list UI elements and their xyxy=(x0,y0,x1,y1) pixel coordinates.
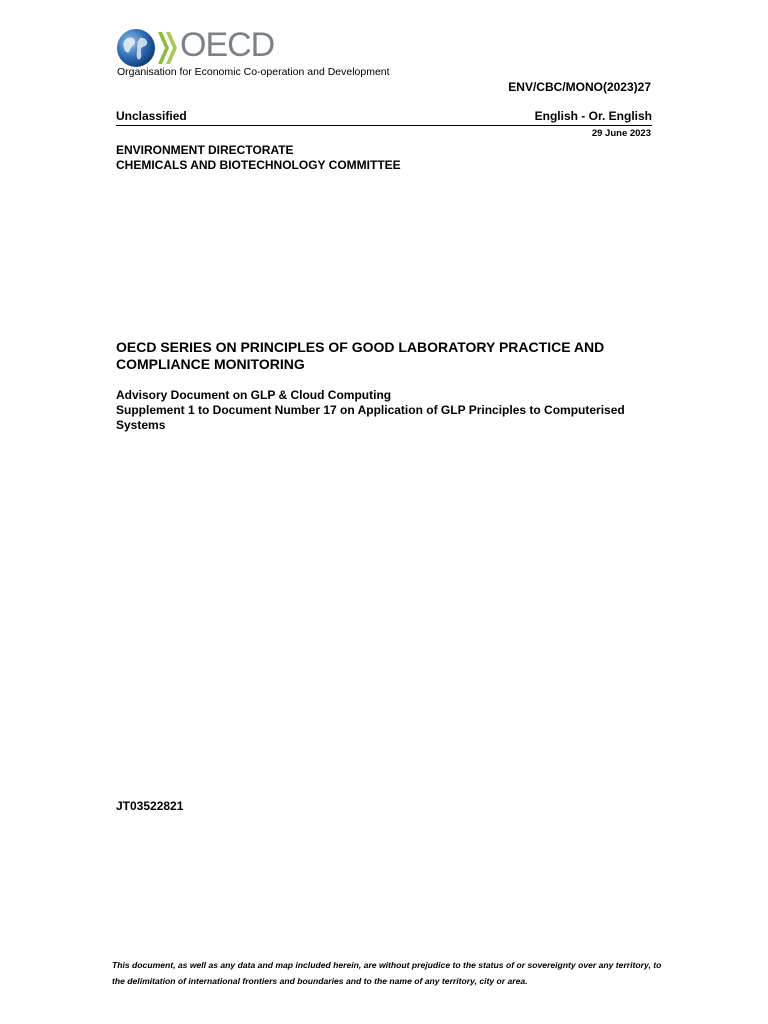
classification-row xyxy=(116,109,652,126)
chevron-mark-icon xyxy=(156,30,180,66)
directorate-block xyxy=(116,143,401,173)
series-title: OECD SERIES ON PRINCIPLES OF GOOD LABORATORY PRACTICE AND COMPLIANCE MONITORING xyxy=(116,339,605,372)
document-reference: ENV/CBC/MONO(2023)27 xyxy=(508,80,651,94)
subtitle-line-2: Supplement 1 to Document Number 17 on Application of GLP Principles to Computerised Systems xyxy=(116,403,625,432)
document-date: 29 June 2023 xyxy=(591,128,651,139)
document-subtitle xyxy=(116,388,636,433)
job-number: JT03522821 xyxy=(116,799,184,813)
directorate-name: ENVIRONMENT DIRECTORATE xyxy=(116,143,294,157)
language-label: English - Or. English xyxy=(534,109,652,123)
logo-wordmark: OECD xyxy=(180,26,275,64)
committee-name: CHEMICALS AND BIOTECHNOLOGY COMMITTEE xyxy=(116,158,401,172)
globe-icon xyxy=(116,28,156,68)
organisation-name: Organisation for Economic Co-operation and Development xyxy=(117,66,390,78)
oecd-logo xyxy=(116,28,296,68)
footer-disclaimer: This document, as well as any data and map included herein, are without prejudice to the status of or sovereignty over any territory, to the delimitation of international frontiers and boundaries and to the name of any territory, city or area. xyxy=(112,960,662,986)
classification-label: Unclassified xyxy=(116,109,187,123)
subtitle-line-1: Advisory Document on GLP & Cloud Computing xyxy=(116,388,392,402)
